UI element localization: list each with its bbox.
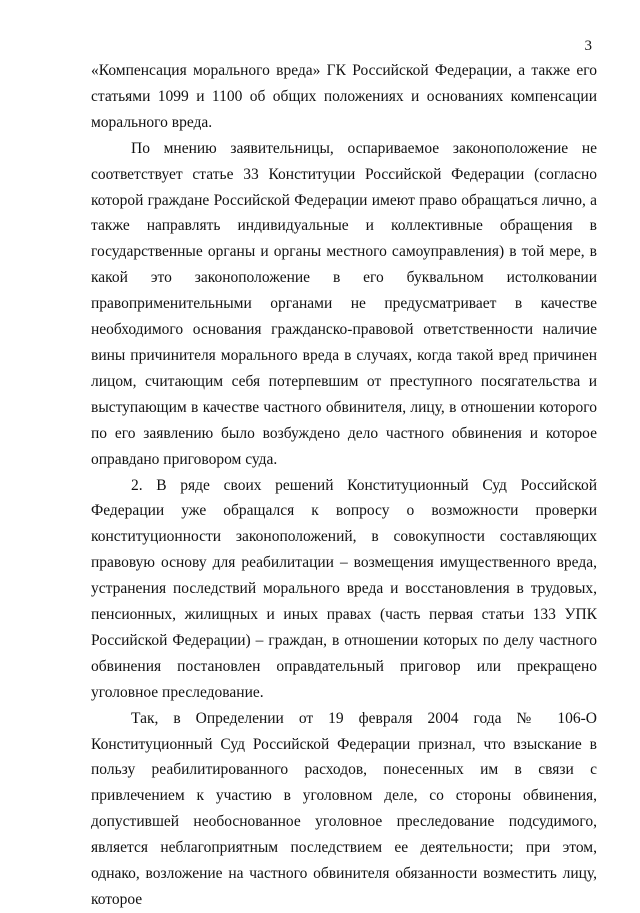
document-body [91,58,597,913]
paragraph-2: По мнению заявительницы, оспариваемое законоположение не соответствует статье 33 Конституции Российской Федерации (согласно которой граждане Российской Федерации имеют право обращаться лично, а также направлять индивидуальные и коллективные обращения в государственные органы и органы местного самоуправления) в той мере, в какой это законоположение в его буквальном истолковании правоприменительными органами не предусматривает в качестве необходимого основания гражданско-правовой ответственности наличие вины причинителя морального вреда в случаях, когда такой вред причинен лицом, считающим себя потерпевшим от преступного посягательства и выступающим в качестве частного обвинителя, лицу, в отношении которого по его заявлению было возбуждено дело частного обвинения и которое оправдано приговором суда. [91,139,597,468]
paragraph-3: 2. В ряде своих решений Конституционный Суд Российской Федерации уже обращался к вопросу о возможности проверки конституционности законоположений, в совокупности составляющих правовую основу для реабилитации – возмещения имущественного вреда, устранения последствий морального вреда и восстановления в трудовых, пенсионных, жилищных и иных правах (часть первая статьи 133 УПК Российской Федерации) – граждан, в отношении которых по делу частного обвинения постановлен оправдательный приговор или прекращено уголовное преследование. [91,476,597,701]
paragraph-4: Так, в Определении от 19 февраля 2004 года № 106-О Конституционный Суд Российской Федерации признал, что взыскание в пользу реабилитированного расходов, понесенных им в связи с привлечением к участию в уголовном деле, со стороны обвинения, допустившей необоснованное уголовное преследование подсудимого, является неблагоприятным последствием ее деятельности; при этом, однако, возложение на частного обвинителя обязанности возместить лицу, которое [91,709,597,908]
page-number: 3 [584,38,592,54]
paragraph-1: «Компенсация морального вреда» ГК Российской Федерации, а также его статьями 1099 и 1100 об общих положениях и основаниях компенсации морального вреда. [91,62,597,131]
